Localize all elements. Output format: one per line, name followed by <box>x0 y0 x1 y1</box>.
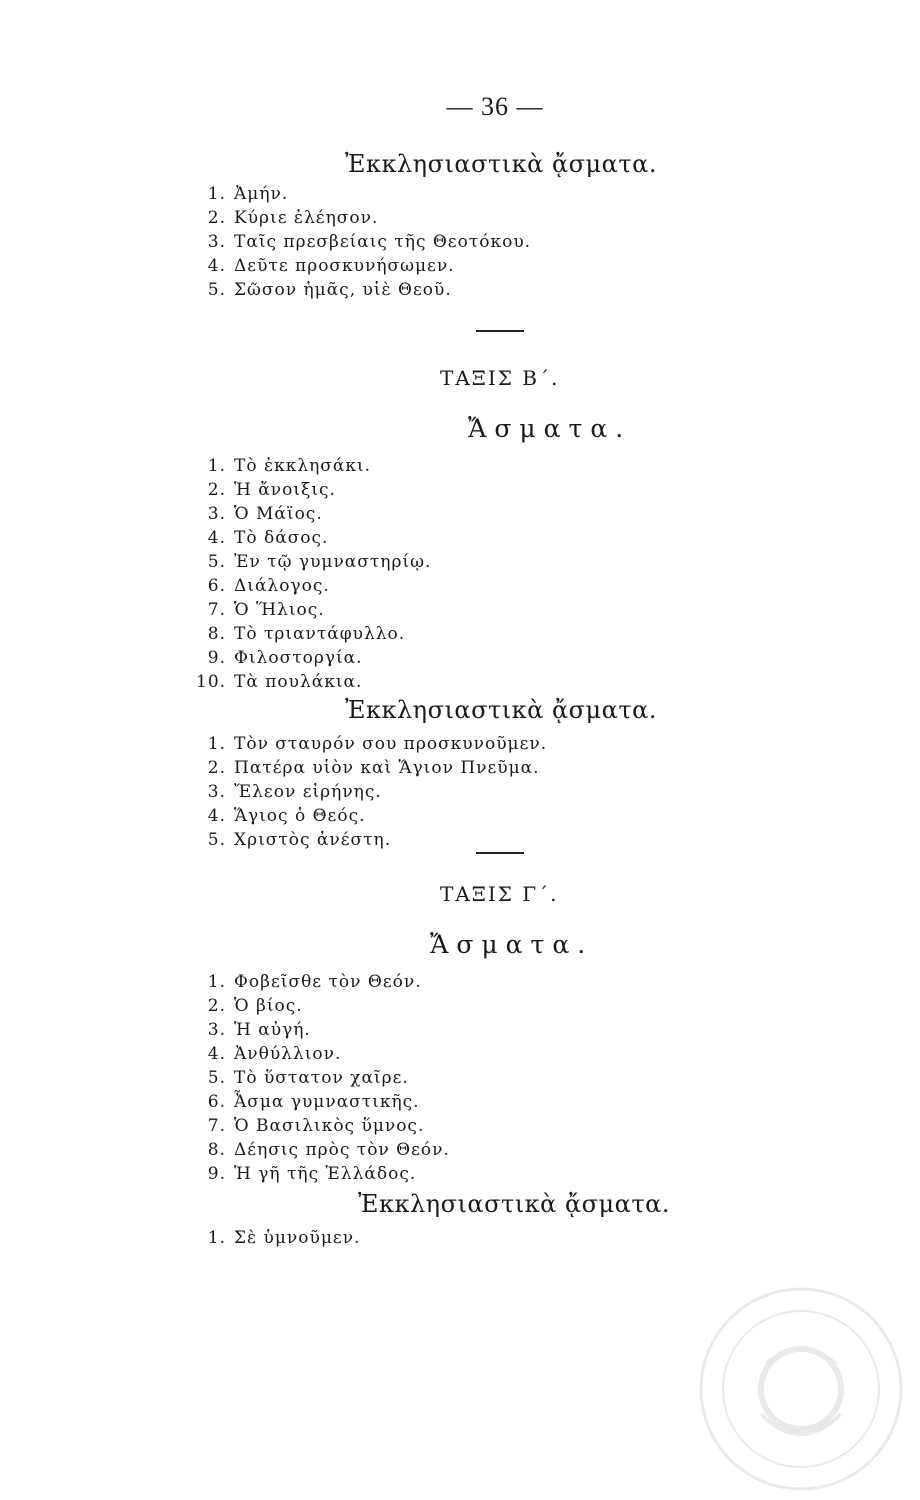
item-text: Ἆσμα γυμναστικῆς. <box>234 1092 420 1112</box>
item-text: Ἀμήν. <box>234 184 289 204</box>
item-number: 7. <box>207 1116 226 1136</box>
item-number: 1. <box>207 184 226 204</box>
item-text: Τὸ δάσος. <box>234 528 329 548</box>
item-text: Σῶσον ἡμᾶς, υἱὲ Θεοῦ. <box>234 280 452 300</box>
item-text: Δέησις πρὸς τὸν Θεόν. <box>234 1140 450 1160</box>
library-seal-watermark <box>696 1284 906 1494</box>
item-text: Τὰ πουλάκια. <box>234 672 363 692</box>
item-text: Ἀνθύλλιον. <box>234 1044 342 1064</box>
item-number: 7. <box>207 600 226 620</box>
taxis-b-songs-heading: Ἄσματα. <box>468 414 632 443</box>
list-item <box>196 182 531 206</box>
list-item <box>196 598 431 622</box>
list-item <box>196 732 547 756</box>
taxis-g-church-heading: Ἐκκλησιαστικὰ ᾄσματα. <box>358 1190 670 1218</box>
item-text: Τὸν σταυρόν σου προσκυνοῦμεν. <box>234 734 548 754</box>
item-text: Χριστὸς ἀνέστη. <box>234 830 392 850</box>
list-item <box>196 1114 450 1138</box>
item-text: Ὁ βίος. <box>234 996 303 1016</box>
list-item <box>196 206 531 230</box>
item-text: Τὸ ἐκκλησάκι. <box>234 456 372 476</box>
intro-church-list <box>196 182 531 302</box>
item-text: Ἅγιος ὁ Θεός. <box>234 806 366 826</box>
item-number: 3. <box>207 232 226 252</box>
list-item <box>196 804 547 828</box>
item-number: 6. <box>207 576 226 596</box>
list-item <box>196 622 431 646</box>
item-number: 3. <box>207 1020 226 1040</box>
taxis-b-church-list <box>196 732 547 852</box>
item-number: 4. <box>207 528 226 548</box>
item-number: 1. <box>207 734 226 754</box>
item-number: 1. <box>207 1228 226 1248</box>
item-number: 5. <box>207 552 226 572</box>
list-item <box>196 502 431 526</box>
page-number: — 36 — <box>446 92 544 121</box>
item-text: Ἡ γῆ τῆς Ἑλλάδος. <box>234 1164 417 1184</box>
item-text: Τὸ τριαντάφυλλο. <box>234 624 406 644</box>
item-number: 2. <box>207 758 226 778</box>
item-text: Ταῖς πρεσβείαις τῆς Θεοτόκου. <box>234 232 532 252</box>
taxis-g-songs-heading: Ἄσματα. <box>430 930 594 959</box>
item-number: 9. <box>207 648 226 668</box>
item-number: 1. <box>207 972 226 992</box>
list-item <box>196 550 431 574</box>
list-item <box>196 1066 450 1090</box>
list-item <box>196 828 547 852</box>
item-number: 5. <box>207 1068 226 1088</box>
taxis-g-songs-list <box>196 970 450 1186</box>
item-text: Ὁ Ἥλιος. <box>234 600 325 620</box>
item-text: Ὁ Βασιλικὸς ὕμνος. <box>234 1116 425 1136</box>
item-number: 3. <box>207 782 226 802</box>
list-item <box>196 1162 450 1186</box>
list-item <box>196 1042 450 1066</box>
item-text: Φοβεῖσθε τὸν Θεόν. <box>234 972 422 992</box>
taxis-b-songs-list <box>196 454 431 694</box>
list-item <box>196 1226 360 1250</box>
item-number: 2. <box>207 480 226 500</box>
item-number: 4. <box>207 1044 226 1064</box>
church-songs-heading: Ἐκκλησιαστικὰ ᾄσματα. <box>345 150 657 178</box>
item-text: Ἡ ἄνοιξις. <box>234 480 336 500</box>
item-number: 4. <box>207 806 226 826</box>
item-number: 8. <box>207 1140 226 1160</box>
list-item <box>196 670 431 694</box>
list-item <box>196 1018 450 1042</box>
item-text: Ἔλεον εἰρήνης. <box>234 782 382 802</box>
list-item <box>196 756 547 780</box>
item-text: Ἡ αὐγή. <box>234 1020 311 1040</box>
item-text: Ὁ Μάϊος. <box>234 504 323 524</box>
list-item <box>196 454 431 478</box>
item-number: 6. <box>207 1092 226 1112</box>
item-number: 8. <box>207 624 226 644</box>
list-item <box>196 1138 450 1162</box>
item-number: 4. <box>207 256 226 276</box>
list-item <box>196 526 431 550</box>
list-item <box>196 254 531 278</box>
item-number: 2. <box>207 996 226 1016</box>
list-item <box>196 278 531 302</box>
item-text: Δεῦτε προσκυνήσωμεν. <box>234 256 455 276</box>
item-number: 1. <box>207 456 226 476</box>
list-item <box>196 230 531 254</box>
list-item <box>196 994 450 1018</box>
item-text: Πατέρα υἱὸν καὶ Ἅγιον Πνεῦμα. <box>234 758 540 778</box>
list-item <box>196 780 547 804</box>
item-number: 2. <box>207 208 226 228</box>
item-text: Φιλοστοργία. <box>234 648 363 668</box>
item-text: Τὸ ὕστατον χαῖρε. <box>234 1068 409 1088</box>
taxis-g-church-list <box>196 1226 360 1250</box>
taxis-g-title: ΤΑΞΙΣ Γ΄. <box>440 882 559 906</box>
taxis-b-title: ΤΑΞΙΣ Β΄. <box>440 366 560 390</box>
item-text: Κύριε ἐλέησον. <box>234 208 379 228</box>
list-item <box>196 478 431 502</box>
item-text: Ἐν τῷ γυμναστηρίῳ. <box>234 552 432 572</box>
item-text: Διάλογος. <box>234 576 330 596</box>
item-number: 9. <box>207 1164 226 1184</box>
list-item <box>196 1090 450 1114</box>
section-divider <box>476 852 524 854</box>
section-divider <box>476 330 524 332</box>
item-number: 5. <box>207 830 226 850</box>
list-item <box>196 646 431 670</box>
item-number: 3. <box>207 504 226 524</box>
item-number: 10. <box>196 672 227 692</box>
list-item <box>196 970 450 994</box>
list-item <box>196 574 431 598</box>
item-text: Σὲ ὑμνοῦμεν. <box>234 1228 361 1248</box>
taxis-b-church-heading: Ἐκκλησιαστικὰ ᾄσματα. <box>345 696 657 724</box>
item-number: 5. <box>207 280 226 300</box>
